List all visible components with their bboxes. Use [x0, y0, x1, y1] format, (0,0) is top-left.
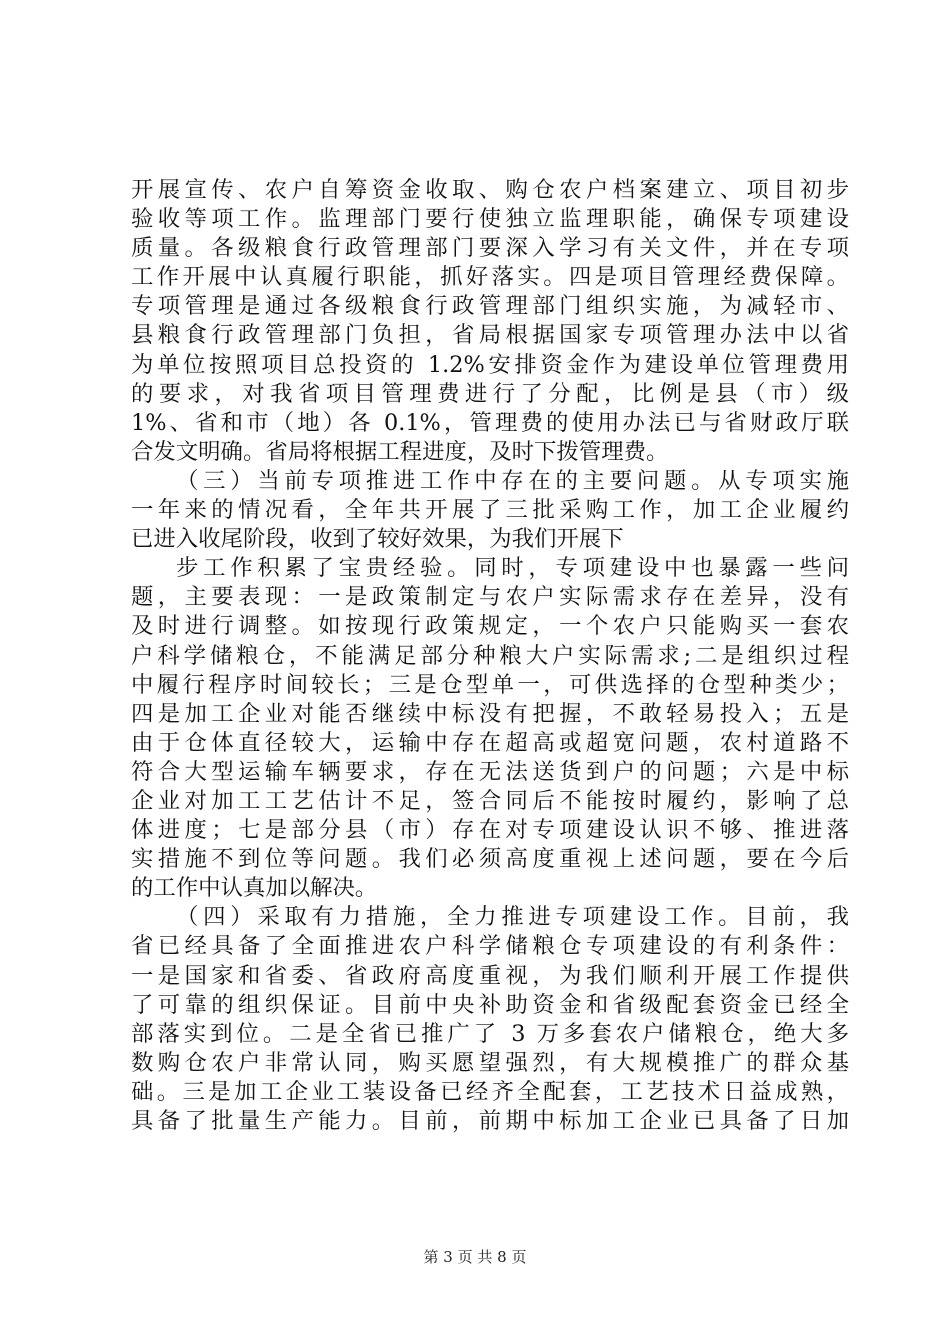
text-line: 合发文明确。省局将根据工程进度，及时下拨管理费。: [131, 438, 669, 465]
text-line: 步工作积累了宝贵经验。同时，专项建设中也暴露一些问: [176, 555, 849, 582]
text-line: 验收等项工作。监理部门要行使独立监理职能，确保专项建设: [131, 206, 849, 233]
text-line: 质量。各级粮食行政管理部门要深入学习有关文件，并在专项: [131, 235, 849, 262]
text-line: 础。三是加工企业工装设备已经齐全配套，工艺技术日益成熟，: [131, 1078, 849, 1105]
text-line: 由于仓体直径较大，运输中存在超高或超宽问题，农村道路不: [131, 729, 849, 756]
text-line: 数购仓农户非常认同，购买愿望强烈，有大规模推广的群众基: [131, 1049, 849, 1076]
text-line: 一是国家和省委、省政府高度重视，为我们顺利开展工作提供: [131, 962, 849, 989]
body-text: [131, 176, 849, 1136]
text-line: 及时进行调整。如按现行政策规定，一个农户只能购买一套农: [131, 613, 849, 640]
text-line: 中履行程序时间较长；三是仓型单一，可供选择的仓型种类少；: [131, 671, 849, 698]
text-line: 实措施不到位等问题。我们必须高度重视上述问题，要在今后: [131, 846, 849, 873]
text-line: （三）当前专项推进工作中存在的主要问题。从专项实施: [176, 467, 849, 494]
page-footer: 第 3 页 共 8 页: [423, 1248, 527, 1266]
text-line: 企业对加工工艺估计不足，签合同后不能按时履约，影响了总: [131, 787, 849, 814]
text-line: 户科学储粮仓，不能满足部分种粮大户实际需求;二是组织过程: [131, 642, 849, 669]
text-line: 工作开展中认真履行职能，抓好落实。四是项目管理经费保障。: [131, 264, 849, 291]
text-line: 1%、省和市（地）各 0.1%，管理费的使用办法已与省财政厅联: [131, 409, 849, 436]
text-line: 四是加工企业对能否继续中标没有把握，不敢轻易投入；五是: [131, 700, 849, 727]
text-line: 省已经具备了全面推进农户科学储粮仓专项建设的有利条件：: [131, 933, 849, 960]
text-line: 为单位按照项目总投资的 1.2%安排资金作为建设单位管理费用: [131, 351, 849, 378]
text-line: 开展宣传、农户自筹资金收取、购仓农户档案建立、项目初步: [131, 177, 849, 203]
text-line: 体进度；七是部分县（市）存在对专项建设认识不够、推进落: [131, 817, 849, 844]
text-line: 题，主要表现：一是政策制定与农户实际需求存在差异，没有: [131, 584, 849, 611]
text-line: 县粮食行政管理部门负担，省局根据国家专项管理办法中以省: [131, 322, 849, 349]
text-line: 已进入收尾阶段，收到了较好效果，为我们开展下: [131, 526, 624, 553]
text-line: 的要求，对我省项目管理费进行了分配，比例是县（市）级: [131, 380, 849, 407]
text-line: 符合大型运输车辆要求，存在无法送货到户的问题；六是中标: [131, 758, 849, 785]
text-line: 专项管理是通过各级粮食行政管理部门组织实施，为减轻市、: [131, 293, 849, 320]
text-line: 了可靠的组织保证。目前中央补助资金和省级配套资金已经全: [131, 991, 849, 1018]
text-line: （四）采取有力措施，全力推进专项建设工作。目前，我: [176, 904, 849, 931]
text-line: 具备了批量生产能力。目前，前期中标加工企业已具备了日加: [131, 1108, 849, 1134]
text-line: 的工作中认真加以解决。: [131, 875, 378, 902]
text-line: 一年来的情况看，全年共开展了三批采购工作，加工企业履约: [131, 497, 849, 524]
text-line: 部落实到位。二是全省已推广了 3 万多套农户储粮仓，绝大多: [131, 1020, 849, 1047]
